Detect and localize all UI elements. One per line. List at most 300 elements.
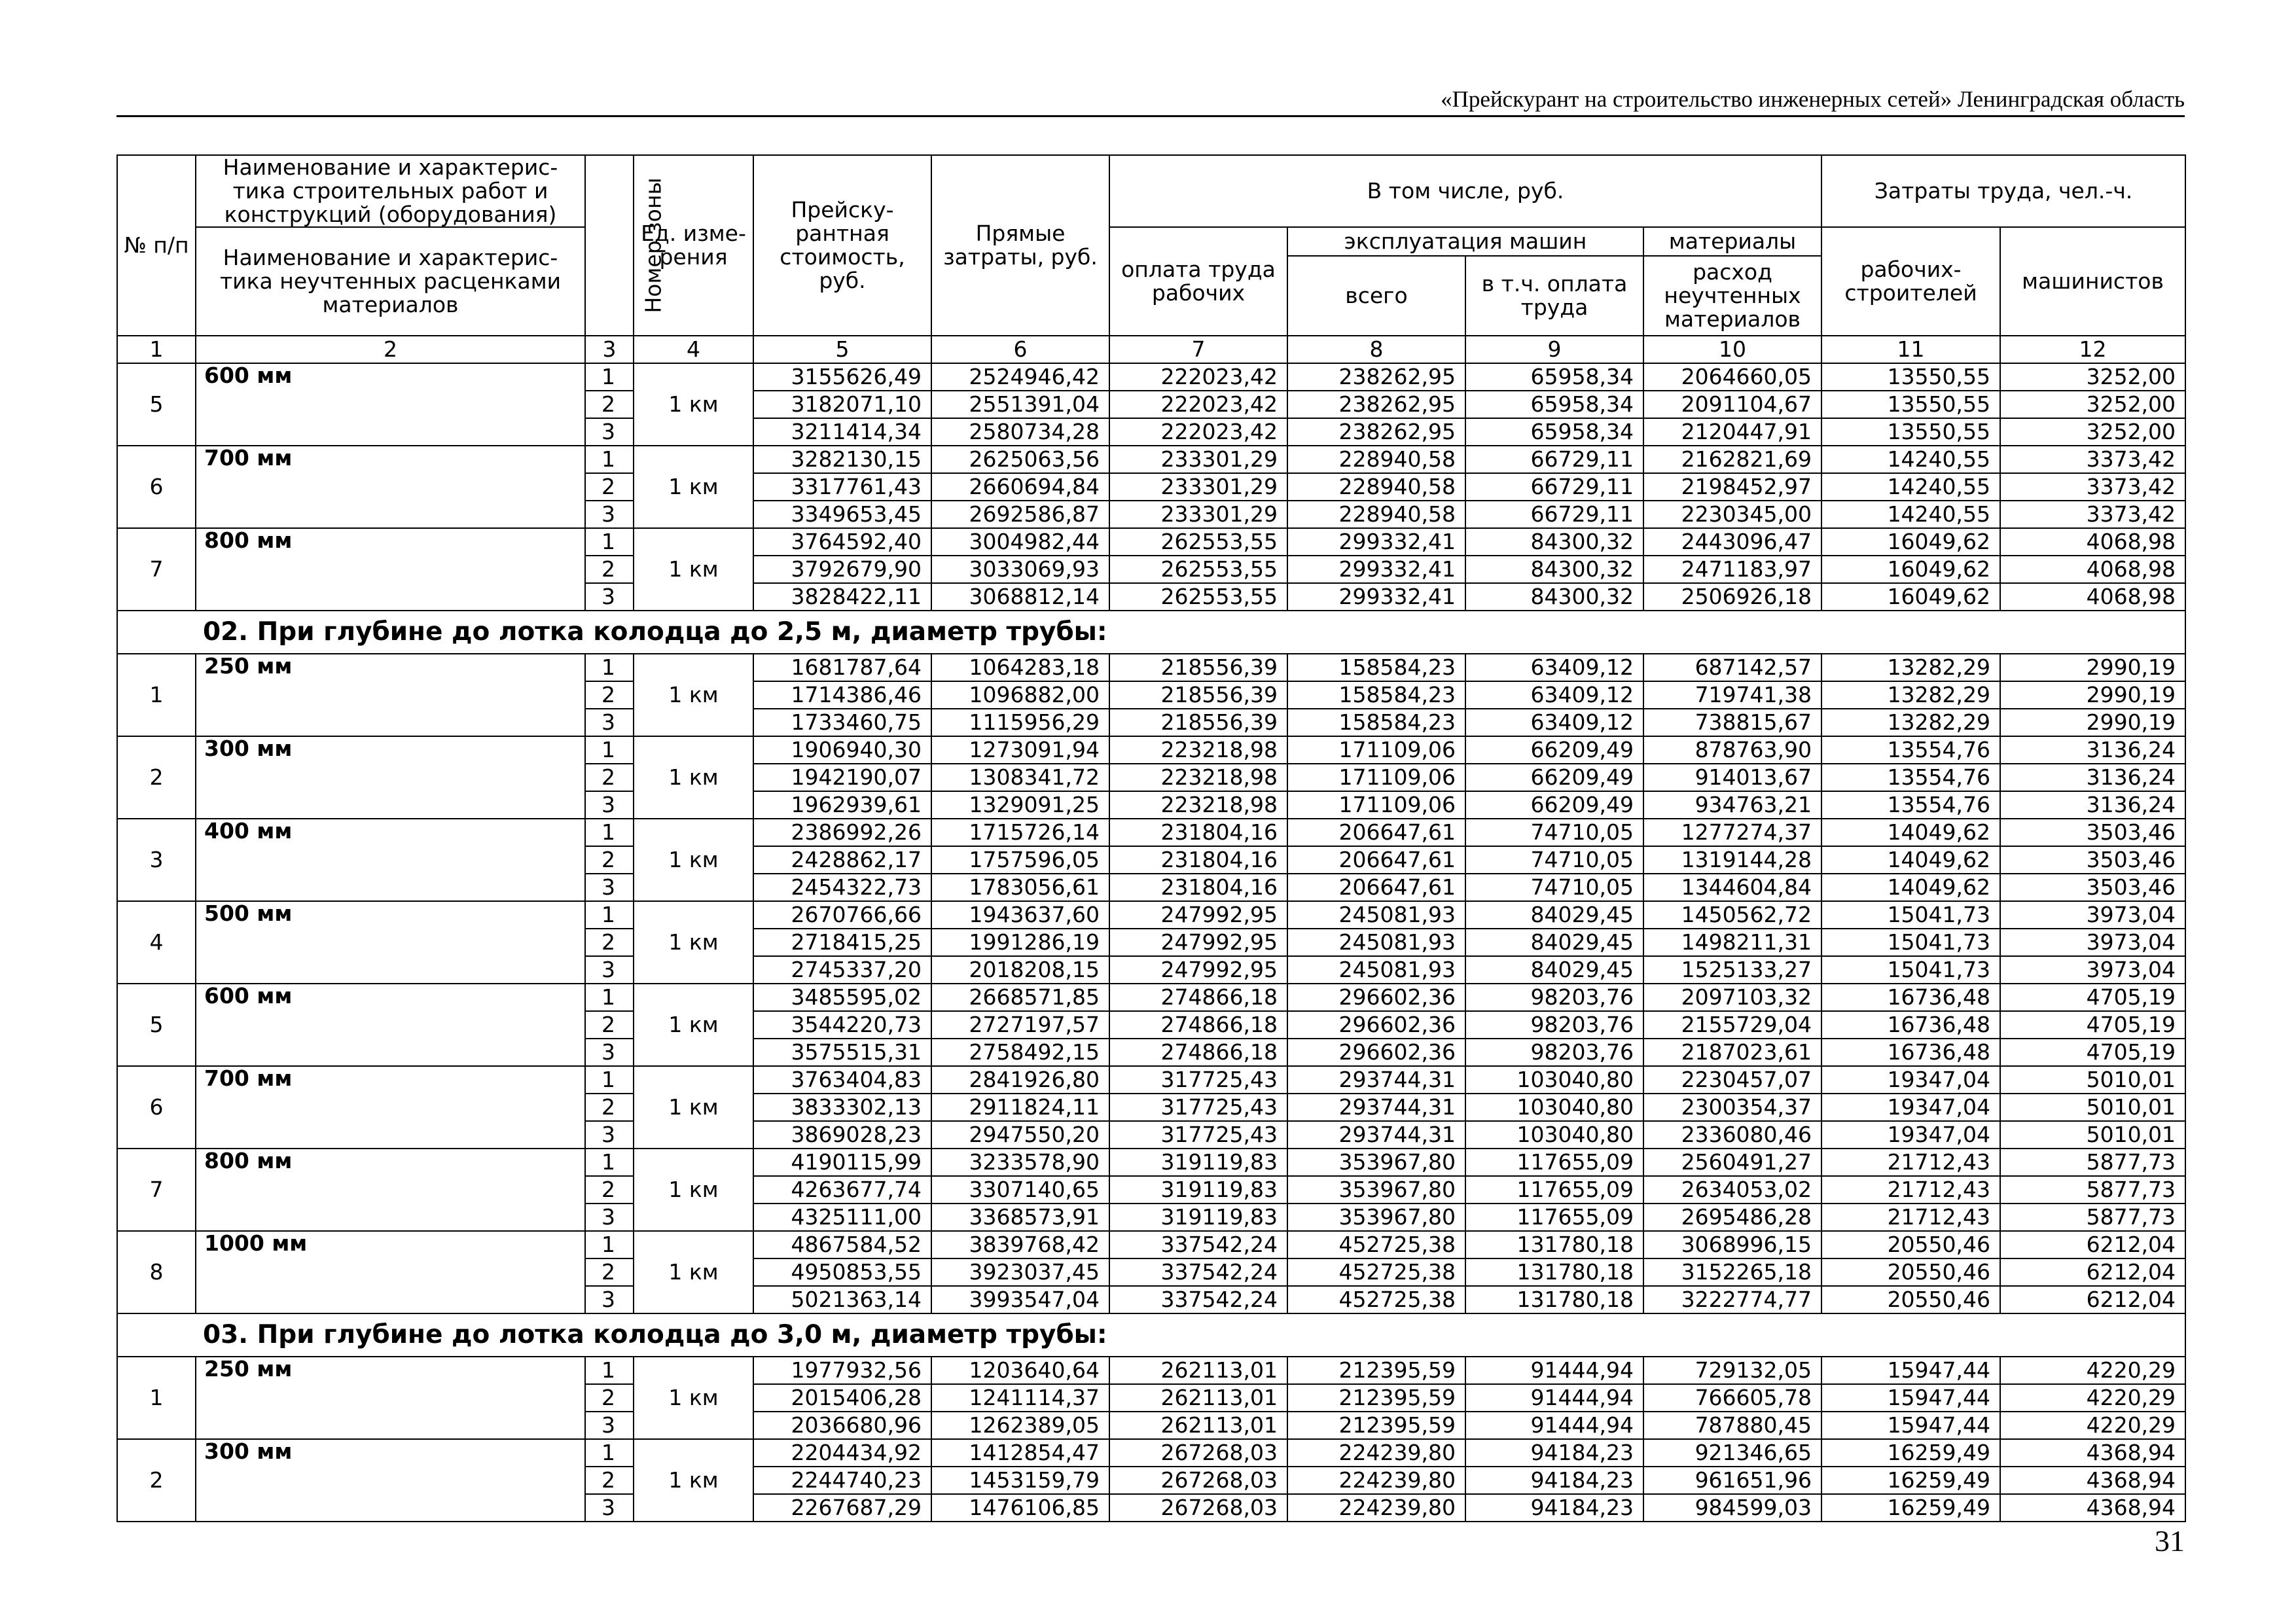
value-cell: 299332,41 <box>1287 583 1465 611</box>
value-cell: 934763,21 <box>1643 791 1821 819</box>
value-cell: 16736,48 <box>1821 984 2000 1011</box>
value-cell: 21712,43 <box>1821 1149 2000 1176</box>
zone-number: 3 <box>585 956 634 984</box>
value-cell: 238262,95 <box>1287 363 1465 391</box>
value-cell: 452725,38 <box>1287 1231 1465 1258</box>
value-cell: 206647,61 <box>1287 874 1465 901</box>
value-cell: 3152265,18 <box>1643 1258 1821 1286</box>
value-cell: 131780,18 <box>1465 1286 1643 1313</box>
value-cell: 2718415,25 <box>753 929 931 956</box>
value-cell: 212395,59 <box>1287 1357 1465 1384</box>
value-cell: 223218,98 <box>1109 736 1287 764</box>
value-cell: 4705,19 <box>2000 1011 2185 1039</box>
value-cell: 14049,62 <box>1821 874 2000 901</box>
value-cell: 2120447,91 <box>1643 418 1821 446</box>
value-cell: 274866,18 <box>1109 1039 1287 1066</box>
item-number: 4 <box>117 901 196 984</box>
value-cell: 2267687,29 <box>753 1494 931 1522</box>
value-cell: 206647,61 <box>1287 819 1465 846</box>
value-cell: 238262,95 <box>1287 418 1465 446</box>
item-number: 6 <box>117 446 196 528</box>
value-cell: 2300354,37 <box>1643 1094 1821 1121</box>
value-cell: 452725,38 <box>1287 1258 1465 1286</box>
pipe-diameter-name: 500 мм <box>196 901 585 984</box>
value-cell: 1115956,29 <box>931 709 1109 736</box>
value-cell: 2386992,26 <box>753 819 931 846</box>
value-cell: 66729,11 <box>1465 501 1643 528</box>
header-machinists: машинистов <box>2000 227 2185 336</box>
table-row <box>117 1357 2185 1384</box>
table-row <box>117 446 2185 473</box>
column-number-row <box>117 336 2185 363</box>
document-header-title: «Прейскурант на строительство инженерных сетей» Ленинградская область <box>1441 86 2185 112</box>
header-name-top: Наименование и характерис-тика строительных работ и конструкций (оборудования) <box>196 155 585 227</box>
header-price: Прейску-рантная стоимость, руб. <box>753 155 931 336</box>
value-cell: 212395,59 <box>1287 1412 1465 1439</box>
table-row <box>117 984 2185 1011</box>
value-cell: 1277274,37 <box>1643 819 1821 846</box>
value-cell: 231804,16 <box>1109 819 1287 846</box>
value-cell: 687142,57 <box>1643 654 1821 681</box>
value-cell: 2097103,32 <box>1643 984 1821 1011</box>
value-cell: 98203,76 <box>1465 984 1643 1011</box>
zone-number: 3 <box>585 1494 634 1522</box>
value-cell: 20550,46 <box>1821 1231 2000 1258</box>
value-cell: 337542,24 <box>1109 1231 1287 1258</box>
value-cell: 299332,41 <box>1287 528 1465 556</box>
value-cell: 3373,42 <box>2000 473 2185 501</box>
value-cell: 262113,01 <box>1109 1412 1287 1439</box>
value-cell: 1450562,72 <box>1643 901 1821 929</box>
value-cell: 1757596,05 <box>931 846 1109 874</box>
value-cell: 233301,29 <box>1109 446 1287 473</box>
value-cell: 20550,46 <box>1821 1258 2000 1286</box>
pipe-diameter-name: 700 мм <box>196 446 585 528</box>
value-cell: 65958,34 <box>1465 418 1643 446</box>
value-cell: 117655,09 <box>1465 1149 1643 1176</box>
value-cell: 224239,80 <box>1287 1494 1465 1522</box>
value-cell: 2015406,28 <box>753 1384 931 1412</box>
value-cell: 1319144,28 <box>1643 846 1821 874</box>
value-cell: 1344604,84 <box>1643 874 1821 901</box>
value-cell: 218556,39 <box>1109 681 1287 709</box>
zone-number: 3 <box>585 1121 634 1149</box>
section-title: 02. При глубине до лотка колодца до 2,5 м, диаметр трубы: <box>117 611 2185 654</box>
value-cell: 1262389,05 <box>931 1412 1109 1439</box>
value-cell: 15947,44 <box>1821 1384 2000 1412</box>
zone-number: 3 <box>585 1412 634 1439</box>
value-cell: 1943637,60 <box>931 901 1109 929</box>
value-cell: 5877,73 <box>2000 1176 2185 1204</box>
table-header <box>117 155 2185 363</box>
value-cell: 921346,65 <box>1643 1439 1821 1467</box>
value-cell: 1783056,61 <box>931 874 1109 901</box>
value-cell: 1412854,47 <box>931 1439 1109 1467</box>
pipe-diameter-name: 800 мм <box>196 528 585 611</box>
unit-of-measure: 1 км <box>634 446 753 528</box>
value-cell: 3373,42 <box>2000 446 2185 473</box>
value-cell: 91444,94 <box>1465 1357 1643 1384</box>
value-cell: 14240,55 <box>1821 501 2000 528</box>
value-cell: 2506926,18 <box>1643 583 1821 611</box>
value-cell: 3973,04 <box>2000 901 2185 929</box>
value-cell: 4368,94 <box>2000 1439 2185 1467</box>
value-cell: 1453159,79 <box>931 1467 1109 1494</box>
value-cell: 262553,55 <box>1109 583 1287 611</box>
value-cell: 3993547,04 <box>931 1286 1109 1313</box>
table-row <box>117 1231 2185 1258</box>
value-cell: 1203640,64 <box>931 1357 1109 1384</box>
value-cell: 961651,96 <box>1643 1467 1821 1494</box>
value-cell: 14240,55 <box>1821 473 2000 501</box>
value-cell: 2990,19 <box>2000 654 2185 681</box>
value-cell: 63409,12 <box>1465 681 1643 709</box>
value-cell: 353967,80 <box>1287 1204 1465 1231</box>
value-cell: 247992,95 <box>1109 956 1287 984</box>
value-cell: 19347,04 <box>1821 1121 2000 1149</box>
value-cell: 20550,46 <box>1821 1286 2000 1313</box>
value-cell: 5010,01 <box>2000 1094 2185 1121</box>
column-number-cell: 12 <box>2000 336 2185 363</box>
value-cell: 3503,46 <box>2000 846 2185 874</box>
value-cell: 84300,32 <box>1465 556 1643 583</box>
value-cell: 296602,36 <box>1287 1011 1465 1039</box>
zone-number: 1 <box>585 1149 634 1176</box>
zone-number: 1 <box>585 1231 634 1258</box>
value-cell: 5010,01 <box>2000 1066 2185 1094</box>
value-cell: 317725,43 <box>1109 1066 1287 1094</box>
value-cell: 2580734,28 <box>931 418 1109 446</box>
value-cell: 21712,43 <box>1821 1204 2000 1231</box>
value-cell: 13550,55 <box>1821 418 2000 446</box>
value-cell: 317725,43 <box>1109 1094 1287 1121</box>
pipe-diameter-name: 400 мм <box>196 819 585 901</box>
value-cell: 262113,01 <box>1109 1384 1287 1412</box>
value-cell: 4068,98 <box>2000 528 2185 556</box>
value-cell: 224239,80 <box>1287 1439 1465 1467</box>
value-cell: 1733460,75 <box>753 709 931 736</box>
value-cell: 103040,80 <box>1465 1121 1643 1149</box>
pipe-diameter-name: 1000 мм <box>196 1231 585 1313</box>
value-cell: 2990,19 <box>2000 681 2185 709</box>
pipe-diameter-name: 600 мм <box>196 363 585 446</box>
value-cell: 3763404,83 <box>753 1066 931 1094</box>
value-cell: 296602,36 <box>1287 1039 1465 1066</box>
value-cell: 296602,36 <box>1287 984 1465 1011</box>
zone-number: 2 <box>585 681 634 709</box>
value-cell: 228940,58 <box>1287 446 1465 473</box>
value-cell: 3252,00 <box>2000 363 2185 391</box>
zone-number: 1 <box>585 1357 634 1384</box>
value-cell: 2695486,28 <box>1643 1204 1821 1231</box>
value-cell: 2454322,73 <box>753 874 931 901</box>
value-cell: 2560491,27 <box>1643 1149 1821 1176</box>
value-cell: 4705,19 <box>2000 984 2185 1011</box>
value-cell: 5877,73 <box>2000 1204 2185 1231</box>
header-zone <box>585 155 666 336</box>
zone-number: 2 <box>585 391 634 418</box>
value-cell: 1906940,30 <box>753 736 931 764</box>
value-cell: 4263677,74 <box>753 1176 931 1204</box>
value-cell: 2551391,04 <box>931 391 1109 418</box>
value-cell: 13554,76 <box>1821 764 2000 791</box>
value-cell: 245081,93 <box>1287 901 1465 929</box>
value-cell: 131780,18 <box>1465 1231 1643 1258</box>
value-cell: 91444,94 <box>1465 1412 1643 1439</box>
value-cell: 2230345,00 <box>1643 501 1821 528</box>
pipe-diameter-name: 300 мм <box>196 1439 585 1522</box>
value-cell: 267268,03 <box>1109 1439 1287 1467</box>
value-cell: 6212,04 <box>2000 1258 2185 1286</box>
value-cell: 738815,67 <box>1643 709 1821 736</box>
value-cell: 2204434,92 <box>753 1439 931 1467</box>
header-incl: В том числе, руб. <box>1109 155 1821 227</box>
value-cell: 1329091,25 <box>931 791 1109 819</box>
value-cell: 66729,11 <box>1465 446 1643 473</box>
value-cell: 223218,98 <box>1109 764 1287 791</box>
value-cell: 787880,45 <box>1643 1412 1821 1439</box>
value-cell: 1308341,72 <box>931 764 1109 791</box>
value-cell: 13554,76 <box>1821 736 2000 764</box>
value-cell: 218556,39 <box>1109 709 1287 736</box>
value-cell: 222023,42 <box>1109 391 1287 418</box>
value-cell: 1476106,85 <box>931 1494 1109 1522</box>
value-cell: 228940,58 <box>1287 473 1465 501</box>
unit-of-measure: 1 км <box>634 736 753 819</box>
value-cell: 262113,01 <box>1109 1357 1287 1384</box>
value-cell: 15947,44 <box>1821 1357 2000 1384</box>
value-cell: 65958,34 <box>1465 363 1643 391</box>
value-cell: 224239,80 <box>1287 1467 1465 1494</box>
section-title-row <box>117 611 2185 654</box>
zone-number: 2 <box>585 556 634 583</box>
table-body <box>117 363 2185 1522</box>
zone-number: 1 <box>585 1066 634 1094</box>
value-cell: 3004982,44 <box>931 528 1109 556</box>
value-cell: 2443096,47 <box>1643 528 1821 556</box>
pipe-diameter-name: 600 мм <box>196 984 585 1066</box>
header-name-bottom: Наименование и характерис-тика неучтенных расценками материалов <box>196 227 585 336</box>
value-cell: 3503,46 <box>2000 874 2185 901</box>
value-cell: 84029,45 <box>1465 956 1643 984</box>
column-number-cell: 7 <box>1109 336 1287 363</box>
value-cell: 13554,76 <box>1821 791 2000 819</box>
value-cell: 6212,04 <box>2000 1286 2185 1313</box>
value-cell: 2155729,04 <box>1643 1011 1821 1039</box>
pipe-diameter-name: 800 мм <box>196 1149 585 1231</box>
value-cell: 2471183,97 <box>1643 556 1821 583</box>
value-cell: 262553,55 <box>1109 528 1287 556</box>
value-cell: 337542,24 <box>1109 1286 1287 1313</box>
header-builders: рабочих-строителей <box>1821 227 2000 336</box>
value-cell: 5021363,14 <box>753 1286 931 1313</box>
value-cell: 3182071,10 <box>753 391 931 418</box>
value-cell: 293744,31 <box>1287 1121 1465 1149</box>
header-machines: эксплуатация машин <box>1287 227 1643 256</box>
zone-number: 1 <box>585 654 634 681</box>
value-cell: 3973,04 <box>2000 956 2185 984</box>
value-cell: 5010,01 <box>2000 1121 2185 1149</box>
value-cell: 247992,95 <box>1109 901 1287 929</box>
value-cell: 293744,31 <box>1287 1066 1465 1094</box>
value-cell: 2428862,17 <box>753 846 931 874</box>
pipe-diameter-name: 300 мм <box>196 736 585 819</box>
value-cell: 3252,00 <box>2000 418 2185 446</box>
value-cell: 233301,29 <box>1109 473 1287 501</box>
table-row <box>117 363 2185 391</box>
value-cell: 158584,23 <box>1287 681 1465 709</box>
zone-number: 2 <box>585 764 634 791</box>
value-cell: 131780,18 <box>1465 1258 1643 1286</box>
unit-of-measure: 1 км <box>634 528 753 611</box>
zone-number: 3 <box>585 874 634 901</box>
value-cell: 65958,34 <box>1465 391 1643 418</box>
zone-number: 3 <box>585 1039 634 1066</box>
value-cell: 206647,61 <box>1287 846 1465 874</box>
value-cell: 3068996,15 <box>1643 1231 1821 1258</box>
value-cell: 21712,43 <box>1821 1176 2000 1204</box>
zone-number: 3 <box>585 501 634 528</box>
item-number: 7 <box>117 528 196 611</box>
value-cell: 2841926,80 <box>931 1066 1109 1094</box>
value-cell: 14049,62 <box>1821 819 2000 846</box>
value-cell: 3155626,49 <box>753 363 931 391</box>
value-cell: 2162821,69 <box>1643 446 1821 473</box>
value-cell: 1064283,18 <box>931 654 1109 681</box>
value-cell: 13282,29 <box>1821 709 2000 736</box>
value-cell: 2670766,66 <box>753 901 931 929</box>
value-cell: 4220,29 <box>2000 1412 2185 1439</box>
value-cell: 4950853,55 <box>753 1258 931 1286</box>
header-direct: Прямые затраты, руб. <box>931 155 1109 336</box>
value-cell: 74710,05 <box>1465 874 1643 901</box>
value-cell: 2036680,96 <box>753 1412 931 1439</box>
unit-of-measure: 1 км <box>634 1357 753 1439</box>
zone-number: 1 <box>585 363 634 391</box>
item-number: 2 <box>117 1439 196 1522</box>
item-number: 2 <box>117 736 196 819</box>
item-number: 5 <box>117 363 196 446</box>
zone-number: 1 <box>585 446 634 473</box>
value-cell: 2018208,15 <box>931 956 1109 984</box>
value-cell: 3792679,90 <box>753 556 931 583</box>
value-cell: 15041,73 <box>1821 901 2000 929</box>
unit-of-measure: 1 км <box>634 1149 753 1231</box>
value-cell: 4368,94 <box>2000 1467 2185 1494</box>
zone-number: 3 <box>585 1286 634 1313</box>
value-cell: 16049,62 <box>1821 556 2000 583</box>
value-cell: 1977932,56 <box>753 1357 931 1384</box>
value-cell: 2625063,56 <box>931 446 1109 473</box>
value-cell: 719741,38 <box>1643 681 1821 709</box>
header-materials: материалы <box>1643 227 1821 256</box>
zone-number: 2 <box>585 1094 634 1121</box>
value-cell: 14049,62 <box>1821 846 2000 874</box>
header-unit: Ед. изме-рения <box>634 155 753 336</box>
value-cell: 4068,98 <box>2000 556 2185 583</box>
value-cell: 3033069,93 <box>931 556 1109 583</box>
value-cell: 13550,55 <box>1821 391 2000 418</box>
column-number-cell: 11 <box>1821 336 2000 363</box>
zone-number: 2 <box>585 473 634 501</box>
value-cell: 3368573,91 <box>931 1204 1109 1231</box>
value-cell: 231804,16 <box>1109 846 1287 874</box>
zone-number: 1 <box>585 819 634 846</box>
value-cell: 171109,06 <box>1287 736 1465 764</box>
value-cell: 2745337,20 <box>753 956 931 984</box>
zone-number: 1 <box>585 1439 634 1467</box>
table-row <box>117 654 2185 681</box>
value-cell: 223218,98 <box>1109 791 1287 819</box>
value-cell: 3575515,31 <box>753 1039 931 1066</box>
value-cell: 2336080,46 <box>1643 1121 1821 1149</box>
value-cell: 878763,90 <box>1643 736 1821 764</box>
value-cell: 245081,93 <box>1287 929 1465 956</box>
value-cell: 293744,31 <box>1287 1094 1465 1121</box>
value-cell: 319119,83 <box>1109 1204 1287 1231</box>
value-cell: 766605,78 <box>1643 1384 1821 1412</box>
value-cell: 19347,04 <box>1821 1066 2000 1094</box>
value-cell: 4867584,52 <box>753 1231 931 1258</box>
zone-number: 1 <box>585 901 634 929</box>
value-cell: 6212,04 <box>2000 1231 2185 1258</box>
value-cell: 3252,00 <box>2000 391 2185 418</box>
value-cell: 267268,03 <box>1109 1494 1287 1522</box>
column-number-cell: 2 <box>196 336 585 363</box>
unit-of-measure: 1 км <box>634 1439 753 1522</box>
unit-of-measure: 1 км <box>634 984 753 1066</box>
value-cell: 3211414,34 <box>753 418 931 446</box>
table-row <box>117 819 2185 846</box>
value-cell: 1241114,37 <box>931 1384 1109 1412</box>
zone-number: 3 <box>585 418 634 446</box>
column-number-cell: 10 <box>1643 336 1821 363</box>
header-zone-label: Номер зоны <box>640 177 666 313</box>
value-cell: 299332,41 <box>1287 556 1465 583</box>
value-cell: 2727197,57 <box>931 1011 1109 1039</box>
unit-of-measure: 1 км <box>634 819 753 901</box>
value-cell: 3544220,73 <box>753 1011 931 1039</box>
value-cell: 222023,42 <box>1109 363 1287 391</box>
value-cell: 98203,76 <box>1465 1039 1643 1066</box>
header-rule <box>117 115 2185 117</box>
value-cell: 3317761,43 <box>753 473 931 501</box>
value-cell: 158584,23 <box>1287 709 1465 736</box>
value-cell: 63409,12 <box>1465 654 1643 681</box>
value-cell: 319119,83 <box>1109 1149 1287 1176</box>
zone-number: 1 <box>585 984 634 1011</box>
value-cell: 914013,67 <box>1643 764 1821 791</box>
unit-of-measure: 1 км <box>634 901 753 984</box>
value-cell: 117655,09 <box>1465 1204 1643 1231</box>
value-cell: 3136,24 <box>2000 764 2185 791</box>
value-cell: 2187023,61 <box>1643 1039 1821 1066</box>
column-number-cell: 9 <box>1465 336 1643 363</box>
value-cell: 274866,18 <box>1109 1011 1287 1039</box>
value-cell: 16259,49 <box>1821 1467 2000 1494</box>
value-cell: 4325111,00 <box>753 1204 931 1231</box>
value-cell: 3828422,11 <box>753 583 931 611</box>
value-cell: 2064660,05 <box>1643 363 1821 391</box>
value-cell: 84300,32 <box>1465 528 1643 556</box>
value-cell: 4705,19 <box>2000 1039 2185 1066</box>
unit-of-measure: 1 км <box>634 1066 753 1149</box>
value-cell: 3764592,40 <box>753 528 931 556</box>
header-machines-wages: в т.ч. оплата труда <box>1465 256 1643 336</box>
value-cell: 3136,24 <box>2000 791 2185 819</box>
value-cell: 218556,39 <box>1109 654 1287 681</box>
page-number: 31 <box>2155 1524 2185 1558</box>
